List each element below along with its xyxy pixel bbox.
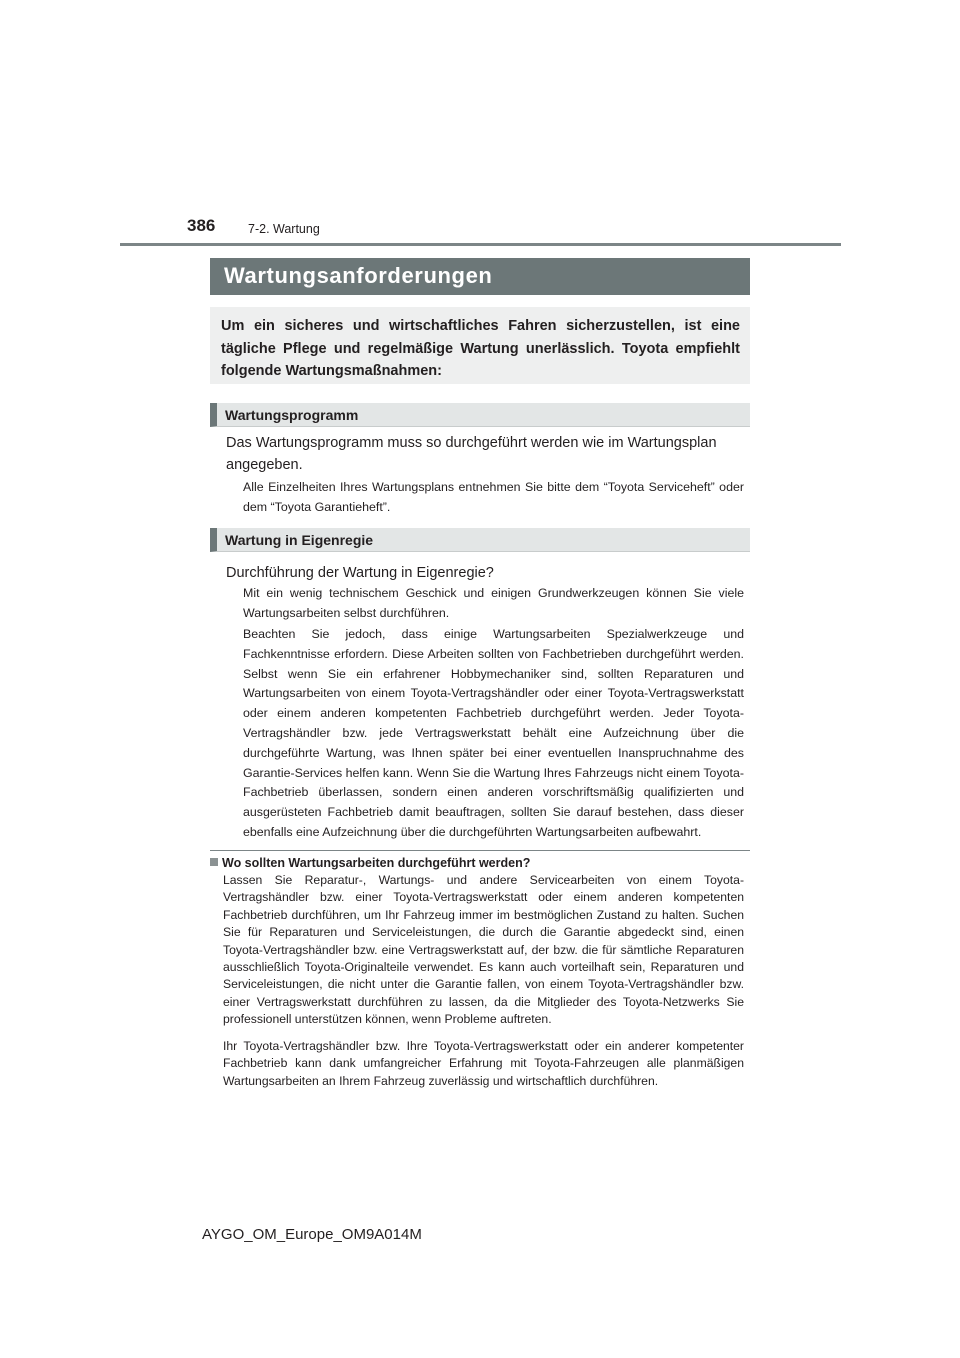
section-lead-wartungsprogramm: Das Wartungsprogramm muss so durchgeführt werden wie im Wartungsplan angegeben.: [226, 435, 717, 473]
page-number: 386: [187, 216, 216, 235]
header-divider: [120, 243, 841, 246]
note-divider: [210, 850, 750, 851]
section-lead-eigenregie: Durchführung der Wartung in Eigenregie?: [226, 565, 494, 581]
square-bullet-icon: [210, 858, 218, 866]
intro-text: Um ein sicheres und wirtschaftliches Fahren sicherzustellen, ist eine tägliche Pflege und regelmäßige Wartung unerlässlich. Toyota empfiehlt folgende Wartungsmaßnahmen:: [221, 318, 740, 379]
section-paragraph: Beachten Sie jedoch, dass einige Wartungsarbeiten Spezialwerkzeuge und Fachkenntnisse erfordern. Diese Arbeiten sollten von Fachbetrieben durchgeführt werden. Selbst wenn Sie ein erfahrener Hobbymechaniker sind, sollten Reparaturen und Wartungsarbeiten von einem Toyota-Vertragshändler oder einer Toyota-Vertragswerkstatt oder einem anderen kompetenten Fachbetrieb durchgeführt werden. Jeder Toyota-Vertragshändler bzw. jede Vertragswerkstatt behält eine Aufzeichnung über die durchgeführte Wartung, was Ihnen später bei einer eventuellen Inanspruchnahme des Garantie-Services helfen kann. Wenn Sie die Wartung Ihres Fahrzeugs nicht einem Toyota-Fachbetrieb überlassen, sondern einen anderen vorschriftsmäßig qualifizierten und ausgerüsteten Fachbetrieb damit beauftragen, sollten Sie darauf bestehen, dass dieser ebenfalls eine Aufzeichnung über die durchgeführten Wartungsarbeiten aufbewahrt.: [243, 627, 744, 839]
note-heading: [210, 856, 530, 870]
footer-document-code: AYGO_OM_Europe_OM9A014M: [202, 1226, 422, 1243]
page-title: Wartungsanforderungen: [210, 258, 750, 295]
section-paragraph: Mit ein wenig technischem Geschick und einigen Grundwerkzeugen können Sie viele Wartungsarbeiten selbst durchführen.: [243, 586, 744, 620]
section-reference: 7-2. Wartung: [248, 222, 320, 236]
note-paragraph: Ihr Toyota-Vertragshändler bzw. Ihre Toyota-Vertragswerkstatt oder ein anderer kompetenter Fachbetrieb kann dank umfangreicher Erfahrung mit Toyota-Fahrzeugen alle planmäßigen Wartungsarbeiten an Ihrem Fahrzeug zuverlässig und wirtschaftlich durchführen.: [223, 1039, 744, 1088]
intro-box: [210, 307, 750, 384]
note-heading-text: Wo sollten Wartungsarbeiten durchgeführt werden?: [222, 856, 531, 870]
section-paragraph: Alle Einzelheiten Ihres Wartungsplans entnehmen Sie bitte dem “Toyota Serviceheft” oder dem “Toyota Garantieheft”.: [243, 480, 744, 514]
note-paragraph: Lassen Sie Reparatur-, Wartungs- und andere Servicearbeiten von einem Toyota-Vertragshändler bzw. einer Toyota-Vertragswerkstatt oder einem anderen kompetenten Fachbetrieb durchführen, um Ihr Fahrzeug immer im bestmöglichen Zustand zu halten. Suchen Sie für Reparaturen und Serviceleistungen, die durch die Garantie abgedeckt sind, einen Toyota-Vertragshändler bzw. eine Vertragswerkstatt auf, der bzw. die für sämtliche Reparaturen ausschließlich Toyota-Originalteile verwendet. Es kann auch vorteilhaft sein, Reparaturen und Serviceleistungen, die nicht unter die Garantie fallen, von einem Toyota-Vertragshändler bzw. einer Vertragswerkstatt durchführen zu lassen, da die Mitglieder des Toyota-Netzwerks Sie professionell unterstützen können, wenn Probleme auftreten.: [223, 873, 744, 1027]
section-heading-eigenregie: Wartung in Eigenregie: [210, 528, 750, 552]
section-heading-wartungsprogramm: Wartungsprogramm: [210, 403, 750, 427]
